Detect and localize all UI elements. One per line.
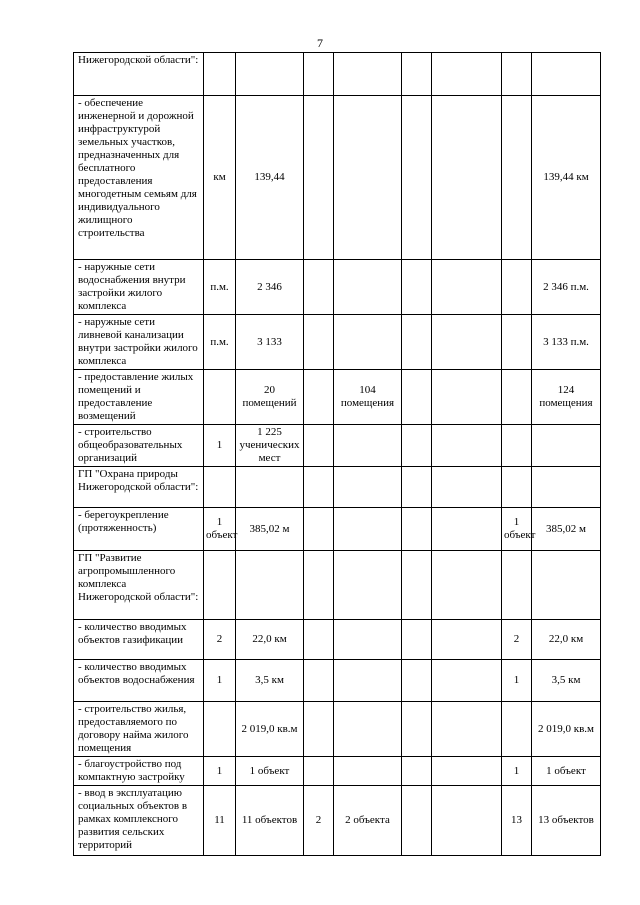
page-number: 7 bbox=[317, 36, 323, 50]
value-cell bbox=[334, 260, 402, 315]
value-cell bbox=[334, 660, 402, 702]
value-cell bbox=[432, 620, 502, 660]
value-cell: 22,0 км bbox=[532, 620, 601, 660]
value-cell bbox=[334, 425, 402, 467]
table-row bbox=[74, 786, 601, 856]
value-cell bbox=[432, 551, 502, 620]
value-cell bbox=[402, 508, 432, 551]
value-cell: 139,44 км bbox=[532, 96, 601, 260]
table-row bbox=[74, 702, 601, 757]
value-cell bbox=[532, 551, 601, 620]
value-cell bbox=[432, 757, 502, 786]
value-cell bbox=[304, 96, 334, 260]
value-cell: 2 bbox=[502, 620, 532, 660]
value-cell: 20 помещений bbox=[236, 370, 304, 425]
value-cell: 1 bbox=[204, 660, 236, 702]
value-cell bbox=[402, 315, 432, 370]
indicator-name-cell: - берегоукрепление (протяженность) bbox=[74, 508, 204, 551]
value-cell bbox=[204, 551, 236, 620]
value-cell: 2 bbox=[204, 620, 236, 660]
value-cell bbox=[304, 508, 334, 551]
table-row bbox=[74, 551, 601, 620]
value-cell bbox=[304, 702, 334, 757]
value-cell bbox=[334, 315, 402, 370]
indicator-name-cell: - строительство жилья, предоставляемого по договору найма жилого помещения bbox=[74, 702, 204, 757]
value-cell: 1 объект bbox=[236, 757, 304, 786]
value-cell bbox=[402, 260, 432, 315]
value-cell bbox=[402, 425, 432, 467]
value-cell bbox=[402, 96, 432, 260]
value-cell bbox=[334, 508, 402, 551]
value-cell bbox=[432, 260, 502, 315]
value-cell bbox=[432, 786, 502, 856]
value-cell bbox=[304, 370, 334, 425]
value-cell: 22,0 км bbox=[236, 620, 304, 660]
value-cell bbox=[532, 425, 601, 467]
value-cell bbox=[334, 551, 402, 620]
value-cell bbox=[236, 53, 304, 96]
value-cell: 2 019,0 кв.м bbox=[532, 702, 601, 757]
value-cell bbox=[402, 551, 432, 620]
value-cell bbox=[402, 370, 432, 425]
table-row bbox=[74, 467, 601, 508]
table-row bbox=[74, 315, 601, 370]
value-cell bbox=[432, 315, 502, 370]
value-cell bbox=[402, 53, 432, 96]
value-cell bbox=[402, 757, 432, 786]
indicator-name-cell: - наружные сети водоснабжения внутри застройки жилого комплекса bbox=[74, 260, 204, 315]
value-cell bbox=[334, 467, 402, 508]
value-cell: 3 133 п.м. bbox=[532, 315, 601, 370]
value-cell bbox=[532, 467, 601, 508]
value-cell bbox=[502, 315, 532, 370]
value-cell bbox=[402, 660, 432, 702]
value-cell bbox=[304, 315, 334, 370]
value-cell: 13 bbox=[502, 786, 532, 856]
value-cell: 1 bbox=[204, 425, 236, 467]
value-cell bbox=[502, 551, 532, 620]
value-cell bbox=[204, 53, 236, 96]
value-cell bbox=[502, 702, 532, 757]
indicator-name-cell: ГП "Охрана природы Нижегородской области": bbox=[74, 467, 204, 508]
value-cell bbox=[304, 260, 334, 315]
value-cell bbox=[304, 53, 334, 96]
indicator-name-cell: Нижегородской области": bbox=[74, 53, 204, 96]
value-cell: 1 объект bbox=[502, 508, 532, 551]
value-cell bbox=[204, 702, 236, 757]
value-cell bbox=[502, 467, 532, 508]
value-cell: 2 346 bbox=[236, 260, 304, 315]
indicator-name-cell: - строительство общеобразовательных организаций bbox=[74, 425, 204, 467]
value-cell: 1 bbox=[502, 660, 532, 702]
value-cell: п.м. bbox=[204, 260, 236, 315]
value-cell: 1 объект bbox=[204, 508, 236, 551]
value-cell bbox=[334, 53, 402, 96]
indicator-name-cell: - количество вводимых объектов водоснабжения bbox=[74, 660, 204, 702]
indicator-name-cell: - благоустройство под компактную застройку bbox=[74, 757, 204, 786]
value-cell: 2 346 п.м. bbox=[532, 260, 601, 315]
value-cell bbox=[204, 467, 236, 508]
value-cell bbox=[304, 757, 334, 786]
value-cell: 385,02 м bbox=[236, 508, 304, 551]
value-cell bbox=[502, 425, 532, 467]
indicator-name-cell: - обеспечение инженерной и дорожной инфраструктурой земельных участков, предназначенных для бесплатного предоставления многодетным семьям для индивидуального жилищного строительства bbox=[74, 96, 204, 260]
value-cell bbox=[402, 467, 432, 508]
value-cell bbox=[502, 260, 532, 315]
table-row bbox=[74, 660, 601, 702]
value-cell bbox=[304, 660, 334, 702]
program-table bbox=[73, 52, 601, 856]
value-cell: 13 объектов bbox=[532, 786, 601, 856]
value-cell bbox=[304, 551, 334, 620]
value-cell bbox=[432, 53, 502, 96]
value-cell bbox=[502, 96, 532, 260]
value-cell bbox=[502, 370, 532, 425]
value-cell bbox=[334, 620, 402, 660]
value-cell bbox=[432, 370, 502, 425]
value-cell: 1 bbox=[204, 757, 236, 786]
value-cell: 2 bbox=[304, 786, 334, 856]
table-row bbox=[74, 370, 601, 425]
value-cell: п.м. bbox=[204, 315, 236, 370]
value-cell bbox=[502, 53, 532, 96]
value-cell bbox=[402, 786, 432, 856]
value-cell bbox=[402, 702, 432, 757]
table-row bbox=[74, 508, 601, 551]
value-cell: 1 объект bbox=[532, 757, 601, 786]
table-row bbox=[74, 757, 601, 786]
value-cell: 3,5 км bbox=[236, 660, 304, 702]
table-row bbox=[74, 620, 601, 660]
value-cell: 11 объектов bbox=[236, 786, 304, 856]
value-cell: 3 133 bbox=[236, 315, 304, 370]
value-cell bbox=[204, 370, 236, 425]
value-cell: 124 помещения bbox=[532, 370, 601, 425]
value-cell: 2 объекта bbox=[334, 786, 402, 856]
value-cell bbox=[432, 467, 502, 508]
value-cell: 3,5 км bbox=[532, 660, 601, 702]
indicator-name-cell: - количество вводимых объектов газификации bbox=[74, 620, 204, 660]
value-cell: 11 bbox=[204, 786, 236, 856]
value-cell: 1 225 ученических мест bbox=[236, 425, 304, 467]
value-cell bbox=[532, 53, 601, 96]
value-cell bbox=[432, 660, 502, 702]
value-cell bbox=[304, 425, 334, 467]
value-cell: км bbox=[204, 96, 236, 260]
indicator-name-cell: - наружные сети ливневой канализации внутри застройки жилого комплекса bbox=[74, 315, 204, 370]
value-cell bbox=[432, 702, 502, 757]
value-cell: 1 bbox=[502, 757, 532, 786]
value-cell bbox=[334, 757, 402, 786]
value-cell: 2 019,0 кв.м bbox=[236, 702, 304, 757]
value-cell bbox=[304, 467, 334, 508]
table-row bbox=[74, 53, 601, 96]
indicator-name-cell: ГП "Развитие агропромышленного комплекса Нижегородской области": bbox=[74, 551, 204, 620]
table-row bbox=[74, 96, 601, 260]
table-row bbox=[74, 425, 601, 467]
value-cell bbox=[402, 620, 432, 660]
value-cell bbox=[432, 508, 502, 551]
value-cell bbox=[304, 620, 334, 660]
value-cell: 139,44 bbox=[236, 96, 304, 260]
indicator-name-cell: - предоставление жилых помещений и предоставление возмещений bbox=[74, 370, 204, 425]
value-cell: 104 помещения bbox=[334, 370, 402, 425]
value-cell bbox=[432, 425, 502, 467]
value-cell bbox=[236, 551, 304, 620]
table-row bbox=[74, 260, 601, 315]
indicator-name-cell: - ввод в эксплуатацию социальных объектов в рамках комплексного развития сельских территорий bbox=[74, 786, 204, 856]
value-cell: 385,02 м bbox=[532, 508, 601, 551]
value-cell bbox=[236, 467, 304, 508]
value-cell bbox=[432, 96, 502, 260]
value-cell bbox=[334, 702, 402, 757]
value-cell bbox=[334, 96, 402, 260]
